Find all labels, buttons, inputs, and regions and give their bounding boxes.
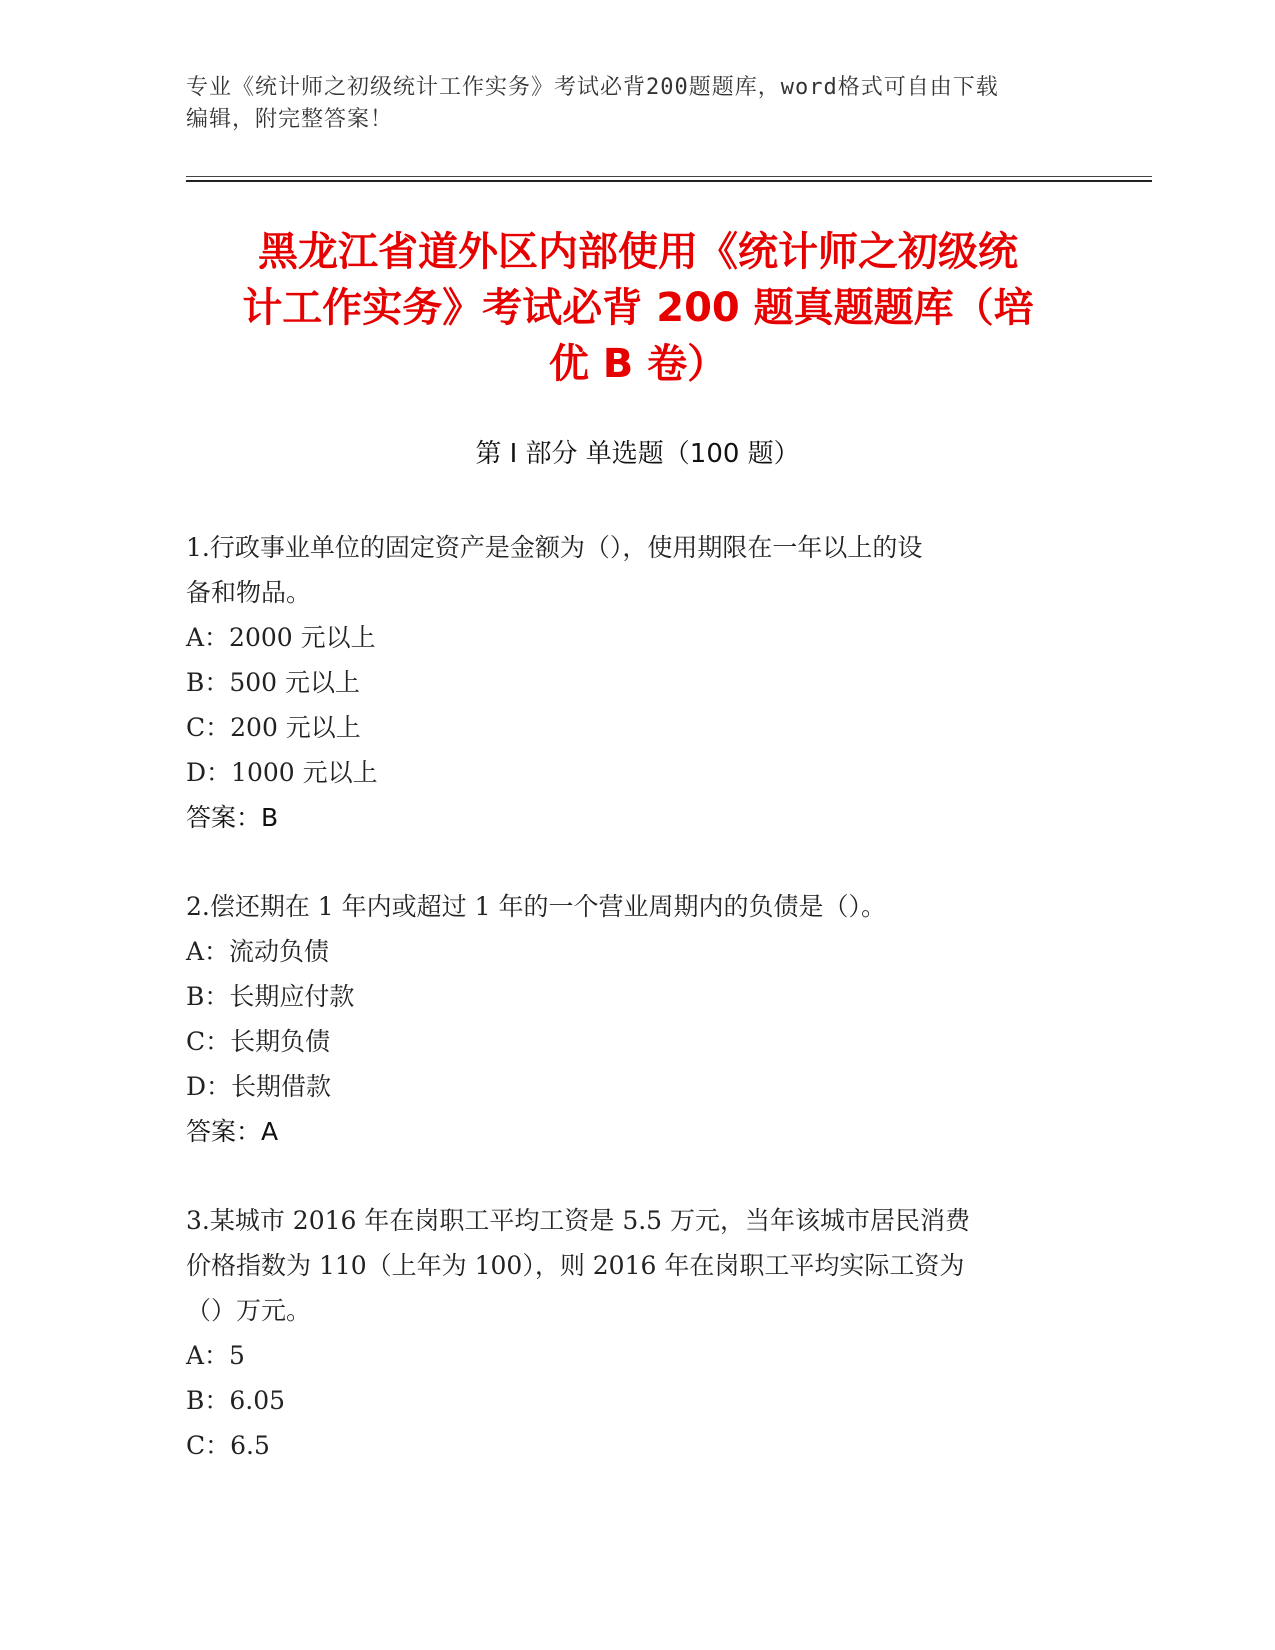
question-stem-line: 价格指数为 110（上年为 100），则 2016 年在岗职工平均实际工资为 bbox=[186, 1251, 965, 1280]
question-stem-line: 2.偿还期在 1 年内或超过 1 年的一个营业周期内的负债是（）。 bbox=[186, 892, 886, 921]
document-title-line-1: 黑龙江省道外区内部使用《统计师之初级统 bbox=[258, 229, 1018, 275]
option-d: D：长期借款 bbox=[186, 1072, 332, 1101]
option-c: C：长期负债 bbox=[186, 1027, 331, 1056]
document-title bbox=[190, 224, 1086, 392]
option-a: A：流动负债 bbox=[186, 937, 330, 966]
header-divider-thick bbox=[186, 180, 1152, 182]
option-a: A：2000 元以上 bbox=[186, 623, 376, 652]
option-c: C：200 元以上 bbox=[186, 713, 361, 742]
header-note-line-2: 编辑，附完整答案！ bbox=[186, 107, 394, 132]
header-note-line-1: 专业《统计师之初级统计工作实务》考试必背200题题库，word格式可自由下载 bbox=[186, 75, 999, 100]
question-stem-line: （）万元。 bbox=[186, 1296, 312, 1325]
option-b: B：6.05 bbox=[186, 1386, 286, 1415]
question-1 bbox=[186, 525, 1086, 840]
question-stem-line: 备和物品。 bbox=[186, 578, 312, 607]
question-stem-line: 3.某城市 2016 年在岗职工平均工资是 5.5 万元，当年该城市居民消费 bbox=[186, 1206, 971, 1235]
option-b: B：长期应付款 bbox=[186, 982, 355, 1011]
question-2 bbox=[186, 884, 1086, 1154]
option-b: B：500 元以上 bbox=[186, 668, 361, 697]
document-title-line-3: 优 B 卷） bbox=[548, 341, 728, 387]
header-note bbox=[186, 72, 1066, 136]
question-list bbox=[186, 525, 1086, 1512]
answer-label: 答案：B bbox=[186, 803, 279, 832]
option-a: A：5 bbox=[186, 1341, 245, 1370]
document-title-line-2: 计工作实务》考试必背 200 题真题题库（培 bbox=[242, 285, 1034, 331]
option-d: D：1000 元以上 bbox=[186, 758, 378, 787]
section-heading: 第 I 部分 单选题（100 题） bbox=[475, 439, 800, 469]
question-3 bbox=[186, 1198, 1086, 1468]
option-c: C：6.5 bbox=[186, 1431, 270, 1460]
question-stem-line: 1.行政事业单位的固定资产是金额为（），使用期限在一年以上的设 bbox=[186, 533, 923, 562]
header-divider-thin bbox=[186, 176, 1152, 177]
answer-label: 答案：A bbox=[186, 1117, 279, 1146]
